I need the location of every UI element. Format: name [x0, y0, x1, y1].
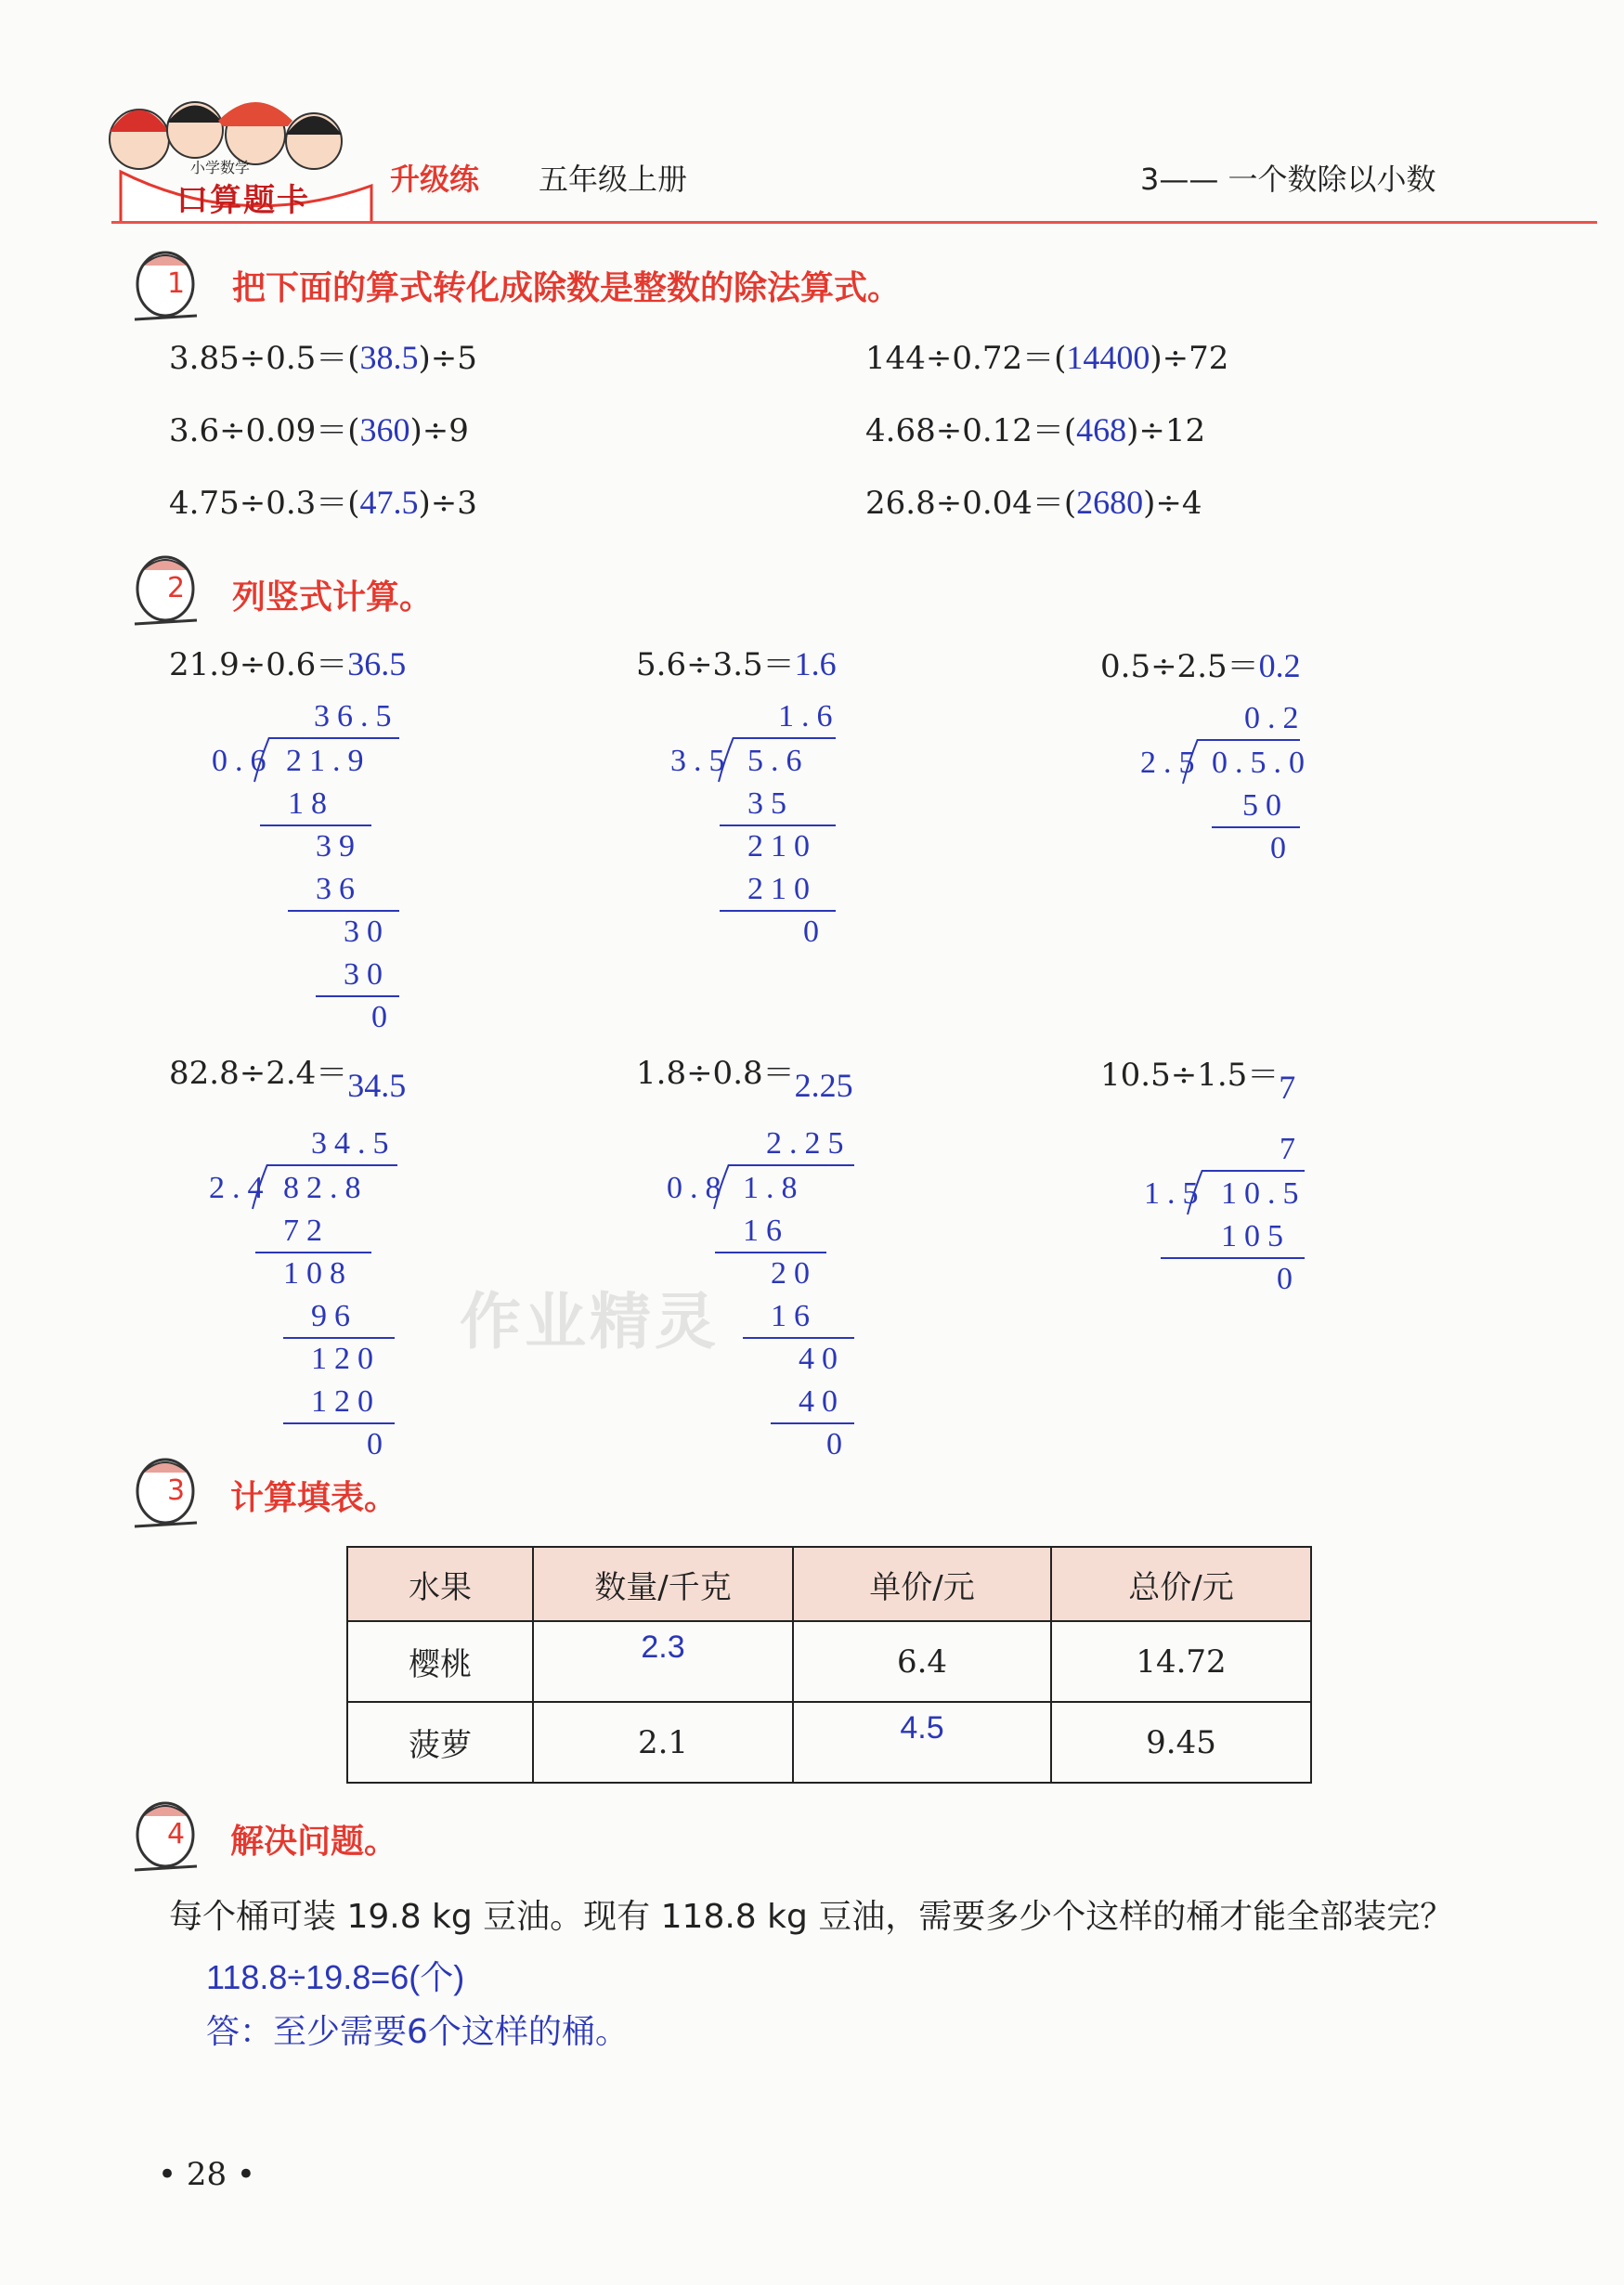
vinculum-line [1198, 739, 1300, 741]
answer: 38.5 [359, 339, 419, 376]
conversion-item [169, 332, 477, 378]
vinculum-line [1202, 1170, 1305, 1172]
dividend: 0.5.0 [1212, 746, 1312, 780]
division-expression [1100, 641, 1301, 686]
section-4-title: 解决问题。 [230, 1823, 398, 1861]
quotient: 34.5 [311, 1126, 396, 1161]
table-row [347, 1702, 1311, 1783]
divisor: 0.8 [667, 1171, 729, 1205]
divisor: 3.5 [670, 744, 733, 778]
subtract-line [283, 1422, 395, 1424]
fruit-table [346, 1546, 1312, 1784]
step: 210 [747, 829, 817, 863]
lesson-label: 3—— 一个数除以小数 [1140, 162, 1436, 197]
price-cell: 4.5 [793, 1702, 1051, 1783]
remainder: 0 [1277, 1262, 1300, 1296]
conversion-item [865, 405, 1205, 450]
subtract-line [283, 1337, 395, 1339]
solution-equation: 118.8÷19.8=6(个) [206, 1958, 465, 1996]
subtract-line [1161, 1257, 1305, 1259]
column-header: 单价/元 [793, 1547, 1051, 1621]
logo-title: 口算题卡 [176, 182, 310, 219]
step: 40 [799, 1384, 845, 1419]
step: 105 [1221, 1219, 1291, 1253]
answer: 7 [1279, 1069, 1296, 1106]
section-1-title: 把下面的算式转化成除数是整数的除法算式。 [232, 269, 902, 307]
section-3-title: 计算填表。 [230, 1479, 398, 1517]
column-header: 总价/元 [1051, 1547, 1311, 1621]
expression-tail: )÷72 [1150, 340, 1229, 377]
divisor: 2.4 [209, 1171, 271, 1205]
remainder: 0 [371, 1000, 395, 1034]
expression-tail: )÷5 [418, 340, 477, 377]
expression-tail: )÷4 [1143, 485, 1202, 522]
expression-tail: )÷12 [1126, 412, 1206, 449]
quotient: 1.6 [778, 699, 840, 734]
answer: 0.2 [1258, 647, 1301, 684]
subtract-line [715, 1252, 826, 1253]
subtract-line [260, 824, 371, 826]
answer: 36.5 [347, 645, 407, 682]
quotient: 36.5 [314, 699, 399, 734]
fruit-cell: 樱桃 [347, 1621, 533, 1702]
expression: 3.6÷0.09＝( [169, 412, 360, 449]
remainder: 0 [826, 1427, 850, 1461]
step: 20 [771, 1256, 817, 1291]
subtract-line [288, 910, 399, 912]
expression: 5.6÷3.5＝ [636, 646, 795, 683]
expression-tail: )÷3 [418, 485, 477, 522]
table-header-row [347, 1547, 1311, 1621]
section-4-badge [130, 1794, 204, 1877]
division-expression [169, 639, 406, 684]
subtract-line [720, 824, 836, 826]
answer: 34.5 [347, 1067, 407, 1104]
step: 39 [316, 829, 362, 863]
conversion-item [169, 477, 477, 523]
expression: 0.5÷2.5＝ [1100, 648, 1259, 685]
conversion-item [865, 477, 1202, 523]
division-expression [1100, 1049, 1296, 1106]
step: 36 [316, 872, 362, 906]
dividend: 21.9 [286, 744, 371, 778]
final-answer: 答：至少需要6个这样的桶。 [206, 2013, 629, 2051]
division-expression [636, 639, 837, 684]
answer: 47.5 [359, 484, 419, 521]
dividend: 10.5 [1221, 1176, 1306, 1211]
subtract-line [1212, 826, 1300, 828]
vinculum-line [269, 737, 399, 739]
watermark: 作业精灵 [460, 1286, 720, 1357]
division-expression [636, 1047, 853, 1104]
subtract-line [743, 1337, 854, 1339]
answer: 360 [359, 411, 410, 448]
expression: 144÷0.72＝( [865, 340, 1067, 377]
section-number: 4 [167, 1818, 186, 1850]
expression: 26.8÷0.04＝( [865, 485, 1077, 522]
quantity-cell: 2.1 [533, 1702, 793, 1783]
step: 16 [743, 1214, 789, 1248]
section-3-badge [130, 1450, 204, 1534]
step: 18 [288, 786, 334, 821]
expression: 82.8÷2.4＝ [169, 1055, 348, 1092]
vinculum-line [729, 1164, 854, 1166]
price-cell: 6.4 [793, 1621, 1051, 1702]
section-number: 3 [167, 1474, 186, 1507]
vinculum-line [734, 737, 836, 739]
quantity-cell: 2.3 [533, 1621, 793, 1702]
conversion-item [169, 405, 469, 450]
column-header: 数量/千克 [533, 1547, 793, 1621]
expression: 3.85÷0.5＝( [169, 340, 360, 377]
divisor: 1.5 [1144, 1176, 1206, 1211]
step: 35 [747, 786, 794, 821]
dividend: 82.8 [283, 1171, 369, 1205]
division-expression [169, 1047, 407, 1104]
remainder: 0 [1270, 831, 1293, 865]
vinculum-line [267, 1164, 397, 1166]
step: 120 [311, 1342, 381, 1376]
subtract-line [316, 995, 399, 997]
table-row [347, 1621, 1311, 1702]
expression-tail: )÷9 [409, 412, 469, 449]
dividend: 5.6 [747, 744, 810, 778]
subtract-line [255, 1252, 371, 1253]
series-label: 升级练 [390, 162, 480, 197]
step: 30 [344, 915, 390, 949]
step: 210 [747, 872, 817, 906]
step: 96 [311, 1299, 357, 1333]
answer: 1.6 [794, 645, 837, 682]
answer: 468 [1076, 411, 1127, 448]
divisor: 2.5 [1140, 746, 1202, 780]
answer: 14400 [1066, 339, 1150, 376]
section-2-title: 列竖式计算。 [232, 578, 434, 617]
remainder: 0 [803, 915, 826, 949]
dividend: 1.8 [743, 1171, 805, 1205]
quotient: 7 [1280, 1132, 1303, 1166]
step: 120 [311, 1384, 381, 1419]
step: 40 [799, 1342, 845, 1376]
step: 30 [344, 957, 390, 992]
step: 50 [1242, 788, 1289, 823]
divisor: 0.6 [212, 744, 274, 778]
section-number: 2 [167, 572, 186, 604]
step: 72 [283, 1214, 330, 1248]
step: 16 [771, 1299, 817, 1333]
total-cell: 14.72 [1051, 1621, 1311, 1702]
word-problem: 每个桶可装 19.8 kg 豆油。现有 118.8 kg 豆油，需要多少个这样的桶才能全部装完？ [169, 1898, 1454, 1936]
logo-small-text: 小学数学 [190, 159, 251, 176]
section-number: 1 [167, 267, 186, 300]
section-2-badge [130, 548, 204, 631]
book-logo [102, 84, 381, 223]
conversion-item [865, 332, 1228, 378]
expression: 21.9÷0.6＝ [169, 646, 348, 683]
quotient: 0.2 [1244, 701, 1306, 735]
answer: 2680 [1076, 484, 1144, 521]
quotient: 2.25 [766, 1126, 851, 1161]
expression: 10.5÷1.5＝ [1100, 1057, 1280, 1094]
expression: 4.75÷0.3＝( [169, 485, 360, 522]
answer: 2.25 [794, 1067, 853, 1104]
subtract-line [771, 1422, 854, 1424]
fruit-cell: 菠萝 [347, 1702, 533, 1783]
grade-label: 五年级上册 [539, 162, 688, 197]
remainder: 0 [367, 1427, 390, 1461]
header-divider [111, 221, 1597, 224]
column-header: 水果 [347, 1547, 533, 1621]
total-cell: 9.45 [1051, 1702, 1311, 1783]
step: 108 [283, 1256, 353, 1291]
subtract-line [720, 910, 836, 912]
expression: 1.8÷0.8＝ [636, 1055, 795, 1092]
page-number: • 28 • [158, 2156, 255, 2193]
section-1-badge [130, 243, 204, 327]
expression: 4.68÷0.12＝( [865, 412, 1077, 449]
